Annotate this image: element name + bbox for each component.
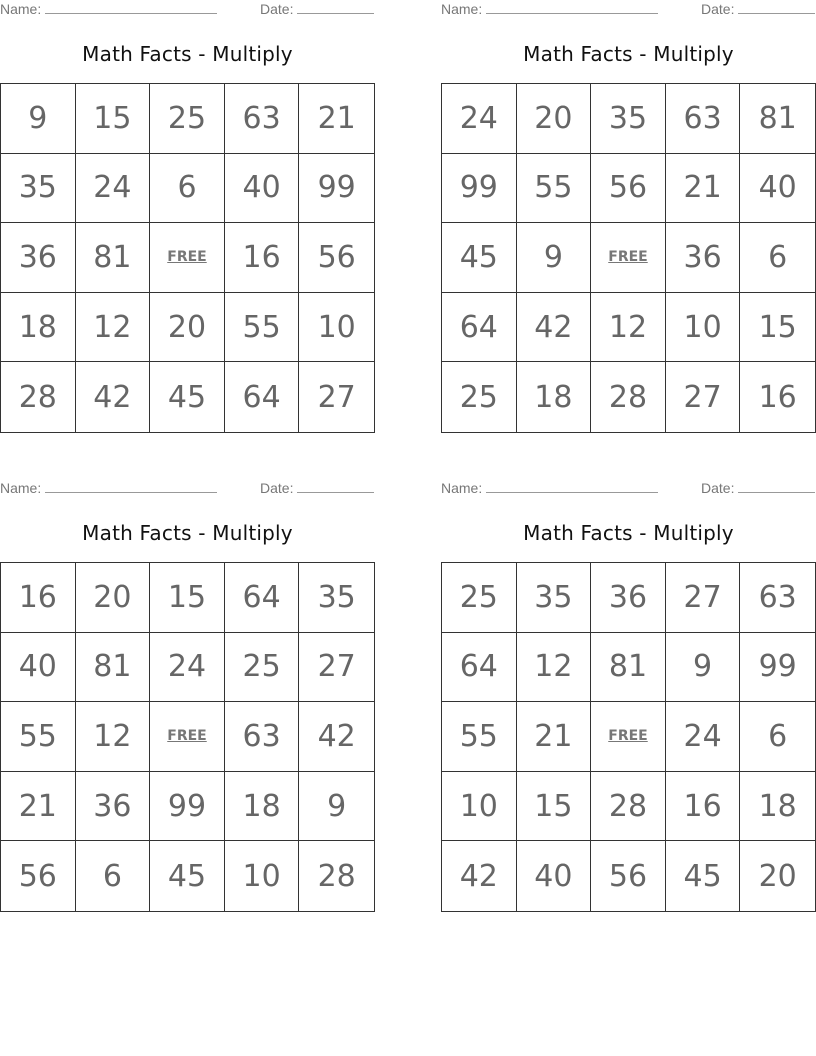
grid-cell: 24	[666, 702, 741, 772]
grid-cell: 6	[150, 154, 225, 224]
grid-cell: 10	[666, 293, 741, 363]
name-label: Name:	[441, 480, 483, 496]
grid-cell: 15	[517, 772, 592, 842]
date-field	[260, 1, 374, 17]
grid-cell: 18	[225, 772, 300, 842]
grid-cell: 9	[666, 633, 741, 703]
name-line	[45, 1, 217, 14]
grid-cell: 64	[225, 563, 300, 633]
grid-cell: 40	[1, 633, 76, 703]
grid-cell: 20	[150, 293, 225, 363]
grid-cell: 18	[740, 772, 815, 842]
date-label: Date:	[260, 1, 294, 17]
grid-cell: 10	[299, 293, 374, 363]
grid-cell: 99	[299, 154, 374, 224]
grid-cell: 64	[442, 633, 517, 703]
card-title: Math Facts - Multiply	[82, 521, 293, 545]
grid-cell: 35	[299, 563, 374, 633]
grid-cell: 18	[517, 362, 592, 432]
grid-cell: 55	[225, 293, 300, 363]
grid-cell: 18	[1, 293, 76, 363]
card-title: Math Facts - Multiply	[523, 521, 734, 545]
grid-cell: 81	[591, 633, 666, 703]
grid-cell: 42	[76, 362, 151, 432]
grid-cell: 6	[740, 223, 815, 293]
free-space: FREE	[591, 702, 666, 772]
grid-cell: 28	[317, 858, 356, 894]
grid-cell: 64	[225, 362, 300, 432]
grid-cell: 27	[299, 633, 374, 703]
grid-cell: 56	[591, 841, 666, 911]
grid-cell: 10	[225, 841, 300, 911]
name-field	[441, 480, 658, 496]
grid-cell: 35	[1, 154, 76, 224]
grid-cell: 16	[666, 772, 741, 842]
date-line	[738, 480, 815, 493]
grid-cell: 27	[666, 362, 741, 432]
grid-cell: 36	[1, 223, 76, 293]
grid-cell: 63	[740, 563, 815, 633]
date-label: Date:	[701, 1, 735, 17]
grid-cell: 40	[740, 154, 815, 224]
bingo-grid	[0, 562, 375, 912]
grid-cell: 6	[76, 841, 151, 911]
grid-cell: 15	[76, 84, 151, 154]
grid-cell: 28	[1, 362, 76, 432]
grid-cell: 36	[666, 223, 741, 293]
grid-cell: 56	[299, 223, 374, 293]
grid-cell: 40	[225, 154, 300, 224]
name-label: Name:	[0, 480, 42, 496]
grid-cell: 16	[758, 379, 797, 415]
grid-cell: 24	[150, 633, 225, 703]
grid-cell: 42	[517, 293, 592, 363]
name-field	[0, 1, 217, 17]
grid-cell: 6	[740, 702, 815, 772]
grid-cell: 35	[517, 563, 592, 633]
free-space: FREE	[150, 223, 225, 293]
grid-cell: 16	[225, 223, 300, 293]
grid-cell: 45	[150, 362, 225, 432]
grid-cell: 42	[299, 702, 374, 772]
name-field	[0, 480, 217, 496]
grid-cell: 99	[442, 154, 517, 224]
grid-cell: 9	[299, 772, 374, 842]
grid-cell: 36	[76, 772, 151, 842]
date-line	[297, 480, 374, 493]
card-header	[0, 479, 375, 499]
grid-cell: 21	[517, 702, 592, 772]
grid-cell: 21	[299, 84, 374, 154]
grid-cell: 9	[1, 84, 76, 154]
grid-cell: 16	[1, 563, 76, 633]
grid-cell: 12	[76, 702, 151, 772]
grid-cell: 28	[591, 362, 666, 432]
grid-cell: 9	[517, 223, 592, 293]
card-header	[441, 0, 816, 20]
date-field	[701, 480, 815, 496]
grid-cell: 81	[740, 84, 815, 154]
grid-cell: 28	[591, 772, 666, 842]
name-label: Name:	[441, 1, 483, 17]
grid-cell: 25	[442, 563, 517, 633]
grid-cell: 15	[150, 563, 225, 633]
grid-cell: 45	[150, 841, 225, 911]
card-header	[0, 0, 375, 20]
bingo-card-1	[0, 0, 375, 434]
free-space: FREE	[591, 223, 666, 293]
bingo-grid	[0, 83, 375, 433]
card-title: Math Facts - Multiply	[523, 42, 734, 66]
grid-cell: 35	[591, 84, 666, 154]
date-label: Date:	[260, 480, 294, 496]
bingo-grid	[441, 562, 816, 912]
grid-cell: 63	[225, 702, 300, 772]
grid-cell: 24	[442, 84, 517, 154]
grid-cell: 99	[150, 772, 225, 842]
grid-cell: 64	[442, 293, 517, 363]
grid-cell: 45	[442, 223, 517, 293]
date-line	[297, 1, 374, 14]
grid-cell: 12	[517, 633, 592, 703]
grid-cell: 42	[442, 841, 517, 911]
bingo-card-4	[441, 479, 816, 913]
name-label: Name:	[0, 1, 42, 17]
grid-cell: 81	[76, 633, 151, 703]
bingo-card-3	[0, 479, 375, 913]
card-header	[441, 479, 816, 499]
grid-cell: 20	[758, 858, 797, 894]
grid-cell: 25	[150, 84, 225, 154]
grid-cell: 63	[225, 84, 300, 154]
grid-cell: 27	[666, 563, 741, 633]
grid-cell: 27	[317, 379, 356, 415]
grid-cell: 20	[76, 563, 151, 633]
grid-cell: 20	[517, 84, 592, 154]
grid-cell: 25	[442, 362, 517, 432]
date-line	[738, 1, 815, 14]
date-field	[701, 1, 815, 17]
grid-cell: 55	[1, 702, 76, 772]
name-line	[45, 480, 217, 493]
free-space: FREE	[150, 702, 225, 772]
grid-cell: 25	[225, 633, 300, 703]
grid-cell: 99	[740, 633, 815, 703]
grid-cell: 40	[517, 841, 592, 911]
grid-cell: 21	[1, 772, 76, 842]
grid-cell: 45	[666, 841, 741, 911]
grid-cell: 56	[1, 841, 76, 911]
name-line	[486, 480, 658, 493]
card-title: Math Facts - Multiply	[82, 42, 293, 66]
bingo-card-2	[441, 0, 816, 434]
bingo-grid	[441, 83, 816, 433]
grid-cell: 36	[591, 563, 666, 633]
grid-cell: 55	[517, 154, 592, 224]
grid-cell: 15	[740, 293, 815, 363]
name-field	[441, 1, 658, 17]
grid-cell: 55	[442, 702, 517, 772]
date-field	[260, 480, 374, 496]
grid-cell: 56	[591, 154, 666, 224]
date-label: Date:	[701, 480, 735, 496]
grid-cell: 63	[666, 84, 741, 154]
name-line	[486, 1, 658, 14]
grid-cell: 12	[591, 293, 666, 363]
grid-cell: 12	[76, 293, 151, 363]
grid-cell: 21	[666, 154, 741, 224]
grid-cell: 24	[76, 154, 151, 224]
grid-cell: 10	[442, 772, 517, 842]
grid-cell: 81	[76, 223, 151, 293]
